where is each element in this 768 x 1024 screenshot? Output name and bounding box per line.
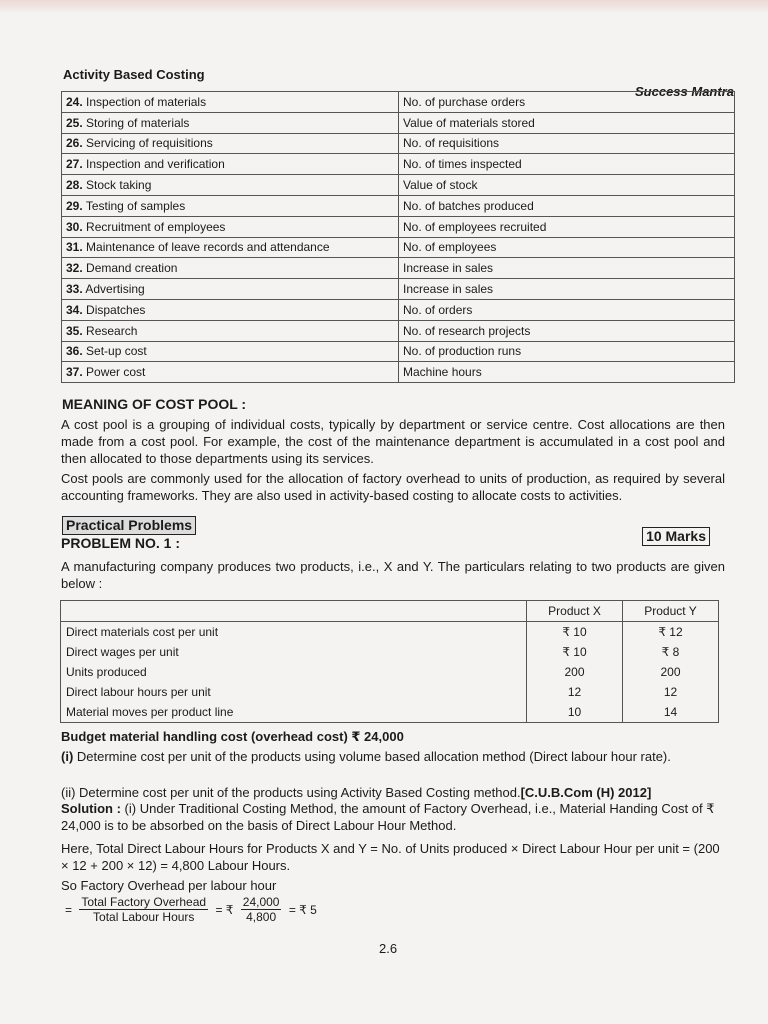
product-x-value: 12: [527, 682, 623, 702]
product-y-value: 12: [623, 682, 719, 702]
table-row: [62, 279, 735, 300]
activity-cell: [62, 195, 399, 216]
table-row: [61, 662, 719, 682]
activity-number: 35.: [66, 323, 83, 338]
table-row: [61, 682, 719, 702]
activity-name: Maintenance of leave records and attendance: [86, 240, 330, 255]
row-label-cell: Direct labour hours per unit: [61, 682, 527, 702]
problem-intro: A manufacturing company produces two products, i.e., X and Y. The particulars relating to two products are given below :: [61, 559, 725, 591]
activity-number: 28.: [66, 178, 83, 193]
table-row: [62, 299, 735, 320]
activity-number: 30.: [66, 219, 83, 234]
table-row: [62, 92, 735, 113]
table-row: [62, 341, 735, 362]
activity-number: 36.: [66, 344, 83, 359]
table-row: [62, 133, 735, 154]
table-row: [62, 175, 735, 196]
activity-cell: [62, 133, 399, 154]
row-label-cell: Units produced: [61, 662, 527, 682]
product-particulars-table: [60, 600, 719, 723]
cost-driver-cell: No. of employees recruited: [399, 216, 735, 237]
page-number: 2.6: [379, 941, 398, 956]
activity-name: Advertising: [85, 282, 145, 297]
table-row: [61, 622, 719, 643]
activity-cell: [62, 341, 399, 362]
formula-numerator-1: Total Factory Overhead: [81, 895, 207, 909]
question-2-citation: [C.U.B.Com (H) 2012]: [520, 785, 652, 800]
table-row: [61, 702, 719, 723]
formula-denominator-2: 4,800: [246, 910, 277, 924]
table-row: [62, 154, 735, 175]
product-x-value: 200: [527, 662, 623, 682]
activity-name: Storing of materials: [86, 115, 190, 130]
cost-driver-cell: No. of production runs: [399, 341, 735, 362]
question-1-label: (i): [61, 749, 74, 764]
solution-text: (i) Under Traditional Costing Method, the amount of Factory Overhead, i.e., Material Handing Cost of ₹ 24,000 is to be absorbed on the basis of Direct Labour Hour Method.: [61, 801, 715, 833]
question-2: [61, 784, 725, 801]
cost-driver-cell: Increase in sales: [399, 279, 735, 300]
cost-driver-cell: Value of stock: [399, 175, 735, 196]
cost-pool-paragraph-2: Cost pools are commonly used for the allocation of factory overhead to units of production, as required by several accounting frameworks. They are also used in activity-based costing to allocate costs to activities.: [61, 471, 725, 503]
page-edge-stain: [0, 0, 768, 14]
practical-problems-badge: Practical Problems: [62, 516, 196, 535]
activity-name: Power cost: [86, 365, 146, 380]
activity-cell: [62, 92, 399, 113]
table-header-row: [61, 601, 719, 622]
header-blank-cell: [61, 601, 527, 622]
budget-text: Budget material handling cost (overhead cost) ₹ 24,000: [61, 729, 404, 744]
cost-driver-cell: No. of orders: [399, 299, 735, 320]
activity-cell: [62, 154, 399, 175]
book-title: Success Mantra: [635, 84, 734, 99]
activity-name: Demand creation: [86, 261, 178, 276]
activity-cell: [62, 362, 399, 383]
activity-number: 33.: [66, 282, 83, 297]
product-x-value: 10: [527, 702, 623, 723]
activity-number: 37.: [66, 365, 83, 380]
activity-cell: [62, 175, 399, 196]
marks-badge: 10 Marks: [642, 527, 710, 546]
activity-cell: [62, 237, 399, 258]
product-y-value: ₹ 12: [623, 622, 719, 643]
cost-driver-cell: No. of batches produced: [399, 195, 735, 216]
overhead-rate-formula: [61, 895, 321, 924]
activity-cell: [62, 112, 399, 133]
chapter-title: Activity Based Costing: [63, 67, 205, 82]
question-1: [61, 748, 725, 765]
activity-name: Stock taking: [86, 178, 152, 193]
activity-driver-table: [61, 91, 735, 383]
activity-cell: [62, 258, 399, 279]
cost-driver-cell: No. of research projects: [399, 320, 735, 341]
activity-name: Dispatches: [86, 302, 146, 317]
product-y-value: 14: [623, 702, 719, 723]
cost-pool-paragraph-1: A cost pool is a grouping of individual costs, typically by department or service centre. Cost allocations are then made from a cost pool. For example, the cost of the maintenance department is accumulated in a cost pool and then allocated to those departments using its services.: [61, 417, 725, 466]
activity-name: Inspection of materials: [86, 94, 207, 109]
header-product-x: Product X: [527, 601, 623, 622]
activity-name: Set-up cost: [86, 344, 147, 359]
activity-name: Recruitment of employees: [86, 219, 226, 234]
activity-number: 29.: [66, 198, 83, 213]
table-row: [62, 258, 735, 279]
labour-hours-paragraph: Here, Total Direct Labour Hours for Products X and Y = No. of Units produced × Direct Labour Hour per unit = (200 × 12 + 200 × 12) = 4,800 Labour Hours.: [61, 841, 720, 873]
cost-driver-cell: No. of employees: [399, 237, 735, 258]
activity-number: 34.: [66, 302, 83, 317]
activity-cell: [62, 299, 399, 320]
activity-number: 26.: [66, 136, 83, 151]
activity-number: 25.: [66, 115, 83, 130]
activity-name: Inspection and verification: [86, 157, 225, 172]
solution-paragraph: [61, 800, 725, 834]
table-row: [62, 237, 735, 258]
cost-driver-cell: Value of materials stored: [399, 112, 735, 133]
activity-name: Testing of samples: [85, 198, 186, 213]
activity-number: 24.: [66, 94, 83, 109]
activity-name: Servicing of requisitions: [86, 136, 213, 151]
table-row: [61, 642, 719, 662]
header-product-y: Product Y: [623, 601, 719, 622]
question-1-text: Determine cost per unit of the products using volume based allocation method (Direct labour hour rate).: [73, 749, 671, 764]
budget-line: [61, 728, 725, 745]
product-y-value: ₹ 8: [623, 642, 719, 662]
formula-fraction-2: [241, 895, 282, 924]
cost-driver-cell: No. of times inspected: [399, 154, 735, 175]
table-row: [62, 320, 735, 341]
cost-driver-cell: Increase in sales: [399, 258, 735, 279]
table-row: [62, 216, 735, 237]
activity-name: Research: [86, 323, 138, 338]
table-row: [62, 362, 735, 383]
formula-equals-lead: =: [65, 902, 73, 917]
activity-cell: [62, 216, 399, 237]
row-label-cell: Direct materials cost per unit: [61, 622, 527, 643]
cost-driver-cell: No. of requisitions: [399, 133, 735, 154]
formula-fraction-1: [79, 895, 208, 924]
activity-number: 31.: [66, 240, 83, 255]
table-row: [62, 112, 735, 133]
question-2-text: (ii) Determine cost per unit of the products using Activity Based Costing method.: [61, 785, 521, 800]
section-heading-cost-pool: MEANING OF COST POOL :: [62, 396, 247, 412]
cost-driver-cell: No. of purchase orders: [399, 92, 735, 113]
table-row: [62, 195, 735, 216]
problem-heading: PROBLEM NO. 1 :: [61, 535, 181, 551]
activity-number: 32.: [66, 261, 83, 276]
formula-numerator-2: 24,000: [242, 895, 280, 909]
product-x-value: ₹ 10: [527, 642, 623, 662]
formula-result: = ₹ 5: [288, 902, 317, 917]
cost-driver-cell: Machine hours: [399, 362, 735, 383]
formula-equals-rupee: = ₹: [215, 902, 234, 917]
overhead-rate-line: So Factory Overhead per labour hour: [61, 878, 277, 893]
activity-cell: [62, 320, 399, 341]
solution-label: Solution :: [61, 801, 121, 816]
formula-denominator-1: Total Labour Hours: [93, 910, 195, 924]
product-y-value: 200: [623, 662, 719, 682]
activity-cell: [62, 279, 399, 300]
activity-number: 27.: [66, 157, 83, 172]
row-label-cell: Material moves per product line: [61, 702, 527, 723]
row-label-cell: Direct wages per unit: [61, 642, 527, 662]
product-x-value: ₹ 10: [527, 622, 623, 643]
